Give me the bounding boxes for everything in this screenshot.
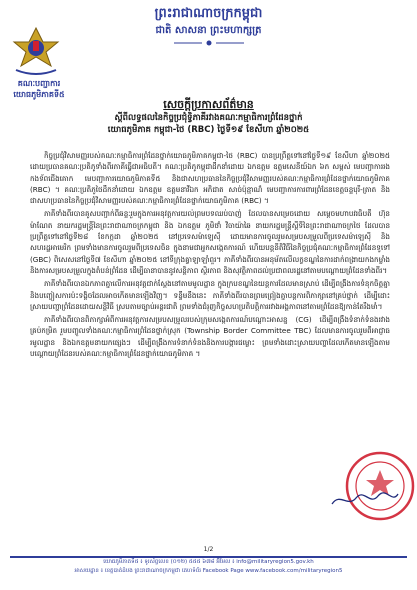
issuing-unit	[4, 78, 74, 100]
kingdom-title: ព្រះរាជាណាចក្រកម្ពុជា	[154, 6, 263, 21]
paragraph-2: ភាគីទាំងពីរបានគូសបញ្ជាក់ពីឆន្ទៈរួមក្នុងការអនុវត្តការយល់ព្រមបទឈប់បាញ់ ដែលបានសម្រេចដោយ សម្ដេចមហាបវរធិបតី ហ៊ុន ម៉ាណែត នាយករដ្ឋមន្ត្រីនៃព្រះរាជាណាចក្រកម្ពុជា និង ឯកឧត្តម ភូមិថាំ វិចាយ៉ាឆៃ នាយករដ្ឋមន្ត្រីស្ដីទីនៃព្រះរាជាណាចក្រថៃ ដែលបានប្រព្រឹត្តទៅនៅថ្ងៃទី២៨ ខែកក្កដា ឆ្នាំ២០២៥ នៅប្រទេសម៉ាឡេស៊ី ដោយមានការចូលរួមសម្របសម្រួលពីប្រទេសម៉ាឡេស៊ី និងសហរដ្ឋអាមេរិក ព្រមទាំងមានការចូលរួមពីប្រទេសចិន ក្នុងនាមជាអ្នកសង្កេតការណ៍ ហើយបន្តនីតិវិធីនៃកិច្ចប្រជុំគណៈកម្មាធិការព្រំដែនទូទៅ (GBC) ពិសេសនៅថ្ងៃទី៧ ខែសីហា ឆ្នាំ២០២៥ នៅទីក្រុងគ្វាឡាឡាំពួរ។ ភាគីទាំងពីរបានអនុម័តលើលក្ខខណ្ឌនៃការដាក់ពង្រាយកងកម្លាំង និងការសម្របសម្រួលក្នុងតំបន់ព្រំដែន ដើម្បីធានាបាននូវសន្តិភាព ស្ថិរភាព និងសុវត្ថិភាពដល់ប្រជាពលរដ្ឋនៅតាមបណ្ដោយព្រំដែនទាំងពីរ។	[30, 209, 390, 275]
unit-line-1: គណៈបញ្ជាការ	[17, 78, 61, 88]
paragraph-4: ភាគីទាំងពីរបានពិភាក្សាអំពីការអនុវត្តការសម្របសម្រួលរបស់ក្រុមសង្កេតការណ៍បណ្ដោះអាសន្ន (CG) ដើម្បីពង្រឹងទំនាក់ទំនងរវាងគ្រប់កម្រិត រួមបញ្ចូលទាំងគណៈកម្មាធិការព្រំដែនថ្នាក់ស្រុក (Township Border Committee TBC) ដែលមានការចូលរួមពីអាជ្ញាធរមូលដ្ឋាន និងឯកឧត្តមនាយកផ្សេងៗ ដើម្បីពង្រឹងការទំនាក់ទំនងនិងការបង្ការជម្លោះ ព្រមទាំងដោះស្រាយបញ្ហាដែលកើតមានឡើងតាមបណ្ដោយព្រំដែនរបស់គណៈកម្មាធិការព្រំដែនថ្នាក់យោធភូមិភាគ ។	[30, 315, 390, 359]
unit-line-2: យោធភូមិភាគទី៥	[13, 89, 65, 99]
page-number: 1/2	[203, 546, 214, 553]
ornament-divider-icon	[174, 40, 244, 46]
official-seal-icon	[344, 450, 416, 522]
document-subtitle-1: ស្ដីពីលទ្ធផលនៃកិច្ចប្រជុំទ្វិភាគីរវាងគណៈកម្មាធិការព្រំដែនថ្នាក់	[114, 113, 303, 123]
paragraph-3: ភាគីទាំងពីរបានឯកភាពគ្នាលើការអនុវត្តជាក់ស្ដែងនៅតាមមូលដ្ឋាន ក្នុងក្របខណ្ឌនៃយន្តការដែលមានស្រាប់ ដើម្បីពង្រឹងការទំនុកចិត្តគ្នា និងបញ្ចៀសការប៉ះទង្គិចដែលអាចកើតមានឡើងវិញ។ ទន្ទឹមនឹងនេះ ភាគីទាំងពីរបានព្រមព្រៀងគ្នាបន្តការពិភាក្សានៅគ្រប់ថ្នាក់ ដើម្បីដោះស្រាយបញ្ហាព្រំដែនដោយសន្តិវិធី ស្របតាមច្បាប់អន្តរជាតិ ព្រមទាំងជំរុញកិច្ចសហប្រតិបត្តិការរវាងអង្គភាពនៅតាមព្រំដែនឱ្យកាន់តែរឹងមាំ។	[30, 279, 390, 311]
document-footer	[0, 556, 417, 576]
footer-contact: យោធភូមិភាគទី៥ ៖ ទូរស័ព្ទលេខ (០១២) ៥៥៥ ៦៧៨ អ៊ីមែល ៖ info@militaryregion5.gov.kh	[103, 559, 314, 565]
footer-address: អាសយដ្ឋាន ៖ ខេត្តបាត់ដំបង ព្រះរាជាណាចក្រកម្ពុជា គេហទំព័រ Facebook Page www.facebook.com/militaryregion5	[74, 568, 343, 574]
document-title-block	[20, 98, 397, 136]
army-emblem-icon	[6, 26, 66, 78]
national-motto: ជាតិ សាសនា ព្រះមហាក្សត្រ	[155, 25, 262, 36]
signature-icon	[330, 490, 400, 510]
document-subtitle-2: យោធភូមិភាគ កម្ពុជា-ថៃ (RBC) ថ្ងៃទី១៩ ខែសីហា ឆ្នាំ២០២៥	[107, 125, 310, 135]
paragraph-1: កិច្ចប្រជុំវិសាមញ្ញរបស់គណៈកម្មាធិការព្រំដែនថ្នាក់យោធភូមិភាគកម្ពុជា-ថៃ (RBC) បានប្រព្រឹត្តទៅនៅថ្ងៃទី១៩ ខែសីហា ឆ្នាំ២០២៥ ដោយប្រធានគណៈប្រតិភូទាំងពីរភាគីធ្វើជាអធិបតី។ គណៈប្រតិភូកម្ពុជាដឹកនាំដោយ ឯកឧត្តម ឧត្តមសេនីយ៍ឯក ៦ភ សម្ភស់ មេបញ្ជាការរងកងទ័ពជើងគោក មេបញ្ជាការយោធភូមិភាគទី៥ និងជាសហប្រធាននៃកិច្ចប្រជុំវិសាមញ្ញរបស់គណៈកម្មាធិការព្រំដែនថ្នាក់យោធភូមិភាគ (RBC) ។ គណៈប្រតិភូថៃដឹកនាំដោយ ឯកឧត្តម ឧត្តមនាវីឯក អភិជាត សាច់ប៉ុន្មាណ៏ មេបញ្ជាការការពារព្រំដែនខេត្តចន្ទបុរី-ត្រាត និងជាសហប្រធាននៃកិច្ចប្រជុំវិសាមញ្ញរបស់គណៈកម្មាធិការព្រំដែនថ្នាក់យោធភូមិភាគ (RBC) ។	[30, 151, 390, 206]
document-title: សេចក្ដីប្រកាសព័ត៌មាន	[163, 98, 254, 111]
document-body	[30, 150, 390, 361]
